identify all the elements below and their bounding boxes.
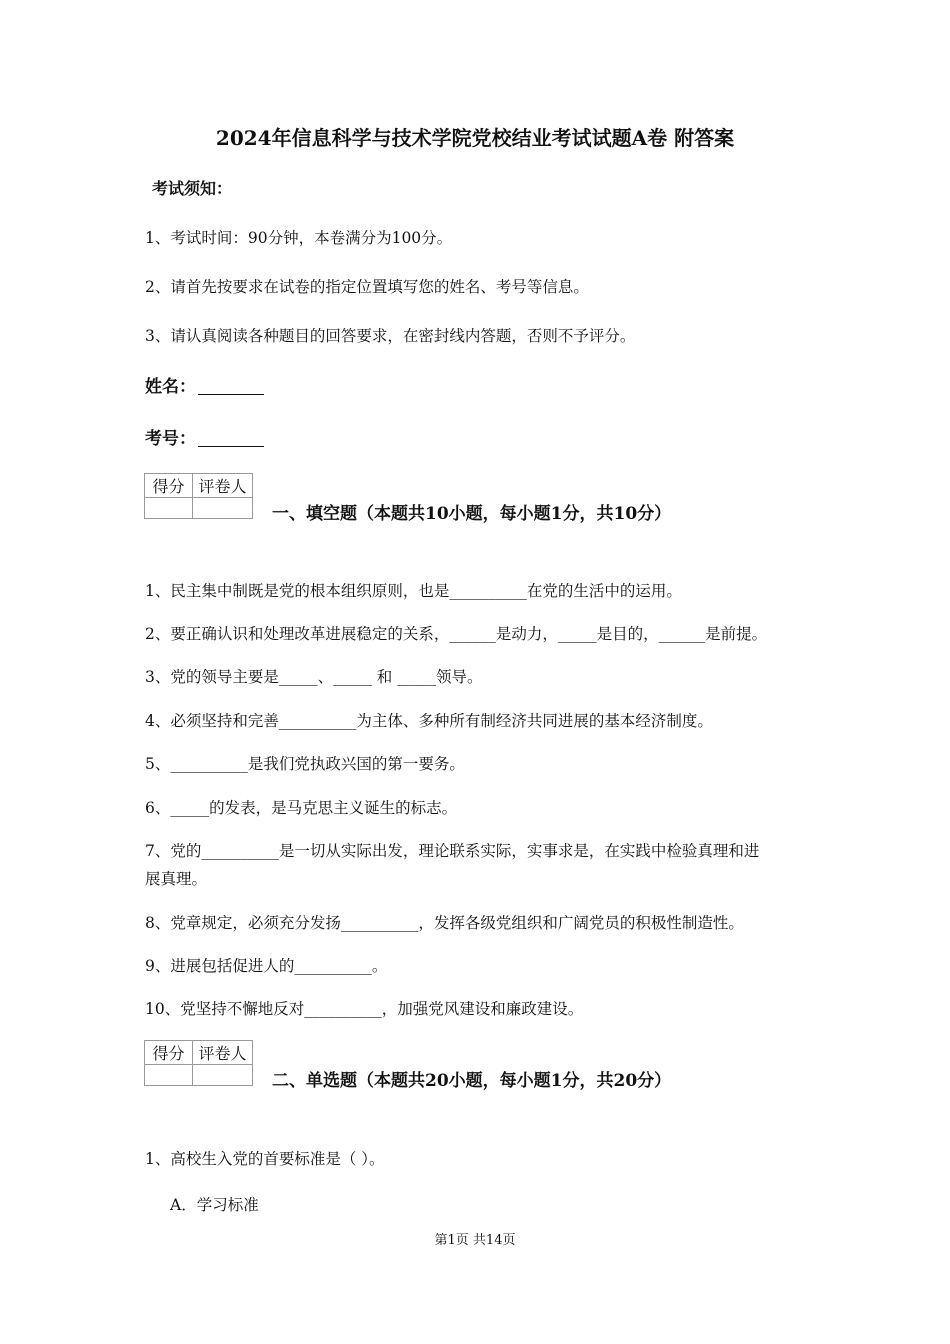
name-blank[interactable]	[198, 376, 264, 395]
page-title: 2024年信息科学与技术学院党校结业考试试题A卷 附答案	[215, 126, 735, 150]
score-box	[144, 1040, 253, 1086]
score-box	[144, 473, 253, 519]
grader-cell[interactable]	[193, 1065, 253, 1086]
question-item: 6、_____的发表，是马克思主义诞生的标志。	[145, 799, 458, 817]
notice-item: 1、考试时间：90分钟，本卷满分为100分。	[145, 229, 453, 247]
score-cell[interactable]	[145, 1065, 193, 1086]
notice-item: 3、请认真阅读各种题目的回答要求，在密封线内答题，否则不予评分。	[145, 327, 636, 345]
notice-item: 2、请首先按要求在试卷的指定位置填写您的姓名、考号等信息。	[145, 278, 589, 296]
name-field[interactable]	[145, 372, 264, 397]
question-item: 2、要正确认识和处理改革进展稳定的关系，______是动力，_____是目的，______是前提。	[145, 625, 768, 643]
exam-id-label: 考号：	[145, 429, 196, 449]
grader-label: 评卷人	[193, 474, 253, 498]
page-footer: 第1页 共14页	[434, 1233, 516, 1248]
question-item: 9、进展包括促进人的__________。	[145, 957, 388, 975]
exam-id-field[interactable]	[145, 424, 264, 449]
score-label: 得分	[145, 1041, 193, 1065]
question-item: 1、高校生入党的首要标准是（ ）。	[145, 1150, 385, 1168]
grader-cell[interactable]	[193, 498, 253, 519]
question-item: 7、党的__________是一切从实际出发，理论联系实际，实事求是，在实践中检验真理和进	[145, 842, 760, 860]
exam-id-blank[interactable]	[198, 428, 264, 447]
section-heading: 二、单选题（本题共20小题，每小题1分，共20分）	[272, 1071, 672, 1091]
question-item: 10、党坚持不懈地反对__________，加强党风建设和廉政建设。	[145, 1000, 584, 1018]
question-item: 5、__________是我们党执政兴国的第一要务。	[145, 755, 465, 773]
question-item: 3、党的领导主要是_____、_____ 和 _____领导。	[145, 668, 483, 686]
question-item: 8、党章规定，必须充分发扬__________，发挥各级党组织和广阔党员的积极性制造性。	[145, 914, 744, 932]
score-label: 得分	[145, 474, 193, 498]
question-item: 4、必须坚持和完善__________为主体、多种所有制经济共同进展的基本经济制度。	[145, 712, 713, 730]
question-item: 1、民主集中制既是党的根本组织原则，也是__________在党的生活中的运用。	[145, 582, 682, 600]
grader-label: 评卷人	[193, 1041, 253, 1065]
question-item-continuation: 展真理。	[145, 870, 208, 888]
notice-heading: 考试须知：	[152, 179, 233, 198]
score-cell[interactable]	[145, 498, 193, 519]
option-a[interactable]: A．学习标准	[170, 1196, 259, 1214]
section-heading: 一、填空题（本题共10小题，每小题1分，共10分）	[272, 504, 672, 524]
name-label: 姓名：	[145, 377, 196, 397]
